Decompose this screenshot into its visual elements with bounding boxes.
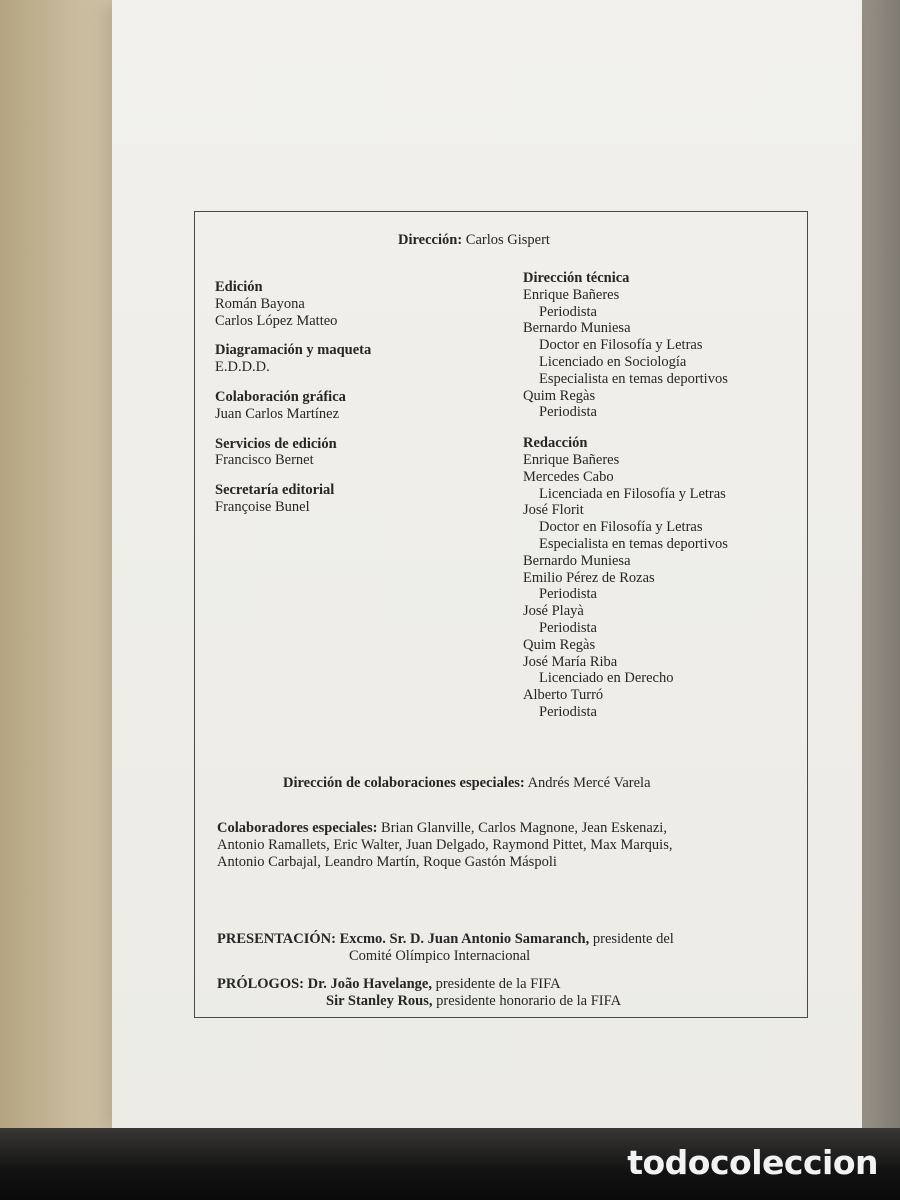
colaboradores-names: Brian Glanville, Carlos Magnone, Jean Eskenazi, [381, 820, 667, 836]
person-name: Emilio Pérez de Rozas [523, 569, 655, 586]
person-name: Mercedes Cabo [523, 468, 614, 485]
person-name: Quim Regàs [523, 387, 596, 404]
presentacion-role: presidente del [592, 931, 674, 947]
person-name: Enrique Bañeres [523, 451, 620, 468]
edicion-heading: Edición [215, 279, 263, 295]
person-title: Doctor en Filosofía y Letras [539, 337, 703, 354]
servicios-edicion-name: Francisco Bernet [215, 452, 314, 469]
person-name: José Playà [523, 603, 584, 620]
left-column [215, 279, 371, 529]
colaboraciones-especiales-label: Dirección de colaboraciones especiales: [283, 775, 525, 791]
page-edge [862, 0, 900, 1140]
secretaria-group [215, 482, 371, 516]
direccion-value: Carlos Gispert [465, 232, 550, 248]
secretaria-name: Françoise Bunel [215, 498, 310, 515]
person-title: Periodista [539, 303, 597, 320]
person-name: Enrique Bañeres [523, 286, 620, 303]
person-name: Quim Regàs [523, 636, 596, 653]
person-title: Periodista [539, 703, 597, 720]
prologo-name: Dr. João Havelange, [307, 976, 432, 992]
edicion-group [215, 279, 371, 329]
edicion-name: Carlos López Matteo [215, 312, 338, 329]
person-title: Licenciado en Sociología [539, 353, 687, 370]
colaboradores-line-3: Antonio Carbajal, Leandro Martín, Roque Gastón Máspoli [217, 854, 557, 870]
person-name: José María Riba [523, 653, 618, 670]
diagramacion-heading: Diagramación y maqueta [215, 342, 372, 359]
person-name: Bernardo Muniesa [523, 320, 631, 337]
person-title: Doctor en Filosofía y Letras [539, 519, 703, 536]
direccion-tecnica-heading: Dirección técnica [523, 270, 630, 286]
person-title: Periodista [539, 586, 597, 603]
direccion-label: Dirección: [398, 232, 463, 248]
colaboradores-line-2: Antonio Ramallets, Eric Walter, Juan Delgado, Raymond Pittet, Max Marquis, [217, 837, 673, 853]
presentacion-role-line: Comité Olímpico Internacional [349, 948, 531, 964]
presentacion-label: PRESENTACIÓN: [217, 931, 336, 947]
prologo-role: presidente honorario de la FIFA [436, 993, 622, 1009]
diagramacion-group [215, 342, 371, 376]
colaboracion-grafica-heading: Colaboración gráfica [215, 388, 346, 405]
prologos-line-1 [217, 976, 561, 993]
person-name: José Florit [523, 502, 584, 519]
prologo-name: Sir Stanley Rous, [326, 993, 433, 1009]
colaboraciones-especiales-line [283, 775, 651, 792]
person-title: Periodista [539, 619, 597, 636]
prologos-label: PRÓLOGOS: [217, 976, 305, 992]
direccion-line [398, 232, 550, 249]
presentacion-line [217, 931, 674, 948]
presentacion-name: Excmo. Sr. D. Juan Antonio Samaranch, [339, 931, 590, 947]
direccion-tecnica-group [523, 270, 728, 421]
right-column [523, 270, 728, 721]
person-title: Periodista [539, 404, 597, 421]
colaboracion-grafica-group [215, 389, 371, 423]
colaboradores-line-1 [217, 820, 667, 837]
redaccion-group [523, 435, 728, 721]
edicion-name: Román Bayona [215, 295, 305, 312]
secretaria-heading: Secretaría editorial [215, 482, 335, 499]
servicios-edicion-heading: Servicios de edición [215, 435, 337, 452]
credits-box [194, 211, 808, 1018]
person-name: Alberto Turró [523, 687, 604, 704]
prologo-role: presidente de la FIFA [435, 976, 561, 992]
person-name: Bernardo Muniesa [523, 552, 631, 569]
colaboraciones-especiales-value: Andrés Mercé Varela [527, 775, 651, 791]
person-title: Especialista en temas deportivos [539, 370, 728, 387]
colaboradores-label: Colaboradores especiales: [217, 820, 378, 836]
colaboracion-grafica-name: Juan Carlos Martínez [215, 405, 340, 422]
prologos-line-2 [326, 993, 621, 1010]
person-title: Licenciada en Filosofía y Letras [539, 485, 726, 502]
person-title: Licenciado en Derecho [539, 670, 674, 687]
watermark-logo: todocoleccion [627, 1143, 878, 1182]
diagramacion-name: E.D.D.D. [215, 359, 270, 376]
redaccion-heading: Redacción [523, 435, 588, 452]
servicios-edicion-group [215, 436, 371, 470]
person-title: Especialista en temas deportivos [539, 535, 728, 552]
